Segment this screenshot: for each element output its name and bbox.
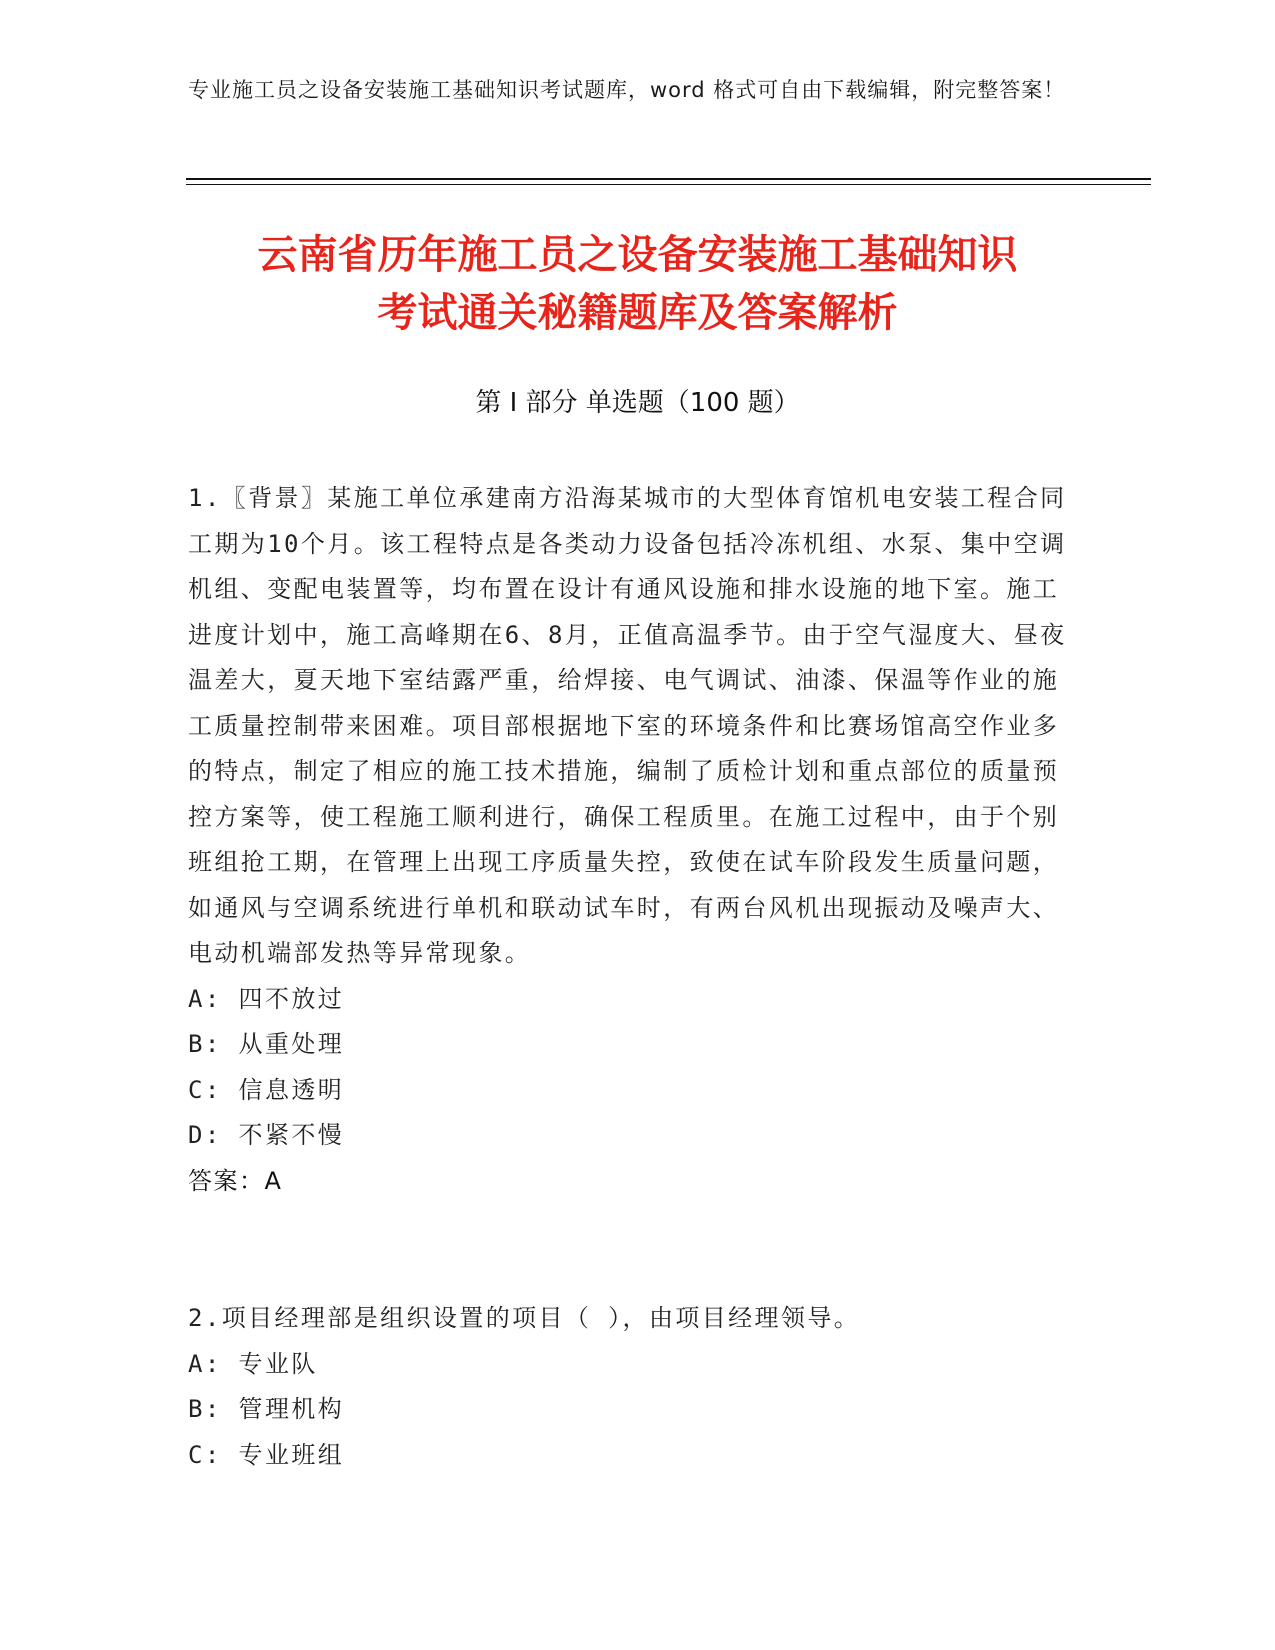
option-a: A: 四不放过 — [188, 984, 345, 1013]
option-d: D: 不紧不慢 — [188, 1121, 345, 1149]
question-2 — [188, 1296, 1068, 1478]
document-title-line-1: 云南省历年施工员之设备安装施工基础知识 — [257, 232, 1018, 278]
header-divider-thick — [186, 178, 1151, 180]
header-note: 专业施工员之设备安装施工基础知识考试题库，word 格式可自由下载编辑，附完整答案！ — [188, 78, 1066, 102]
header-divider-thin — [186, 184, 1151, 185]
question-1 — [188, 476, 1068, 1204]
option-b: B: 从重处理 — [188, 1030, 345, 1058]
option-c: C: 信息透明 — [188, 1075, 345, 1104]
option-b: B: 管理机构 — [188, 1395, 345, 1423]
question-text: 1.〖背景〗某施工单位承建南方沿海某城市的大型体育馆机电安装工程合同工期为10个月。该工程特点是各类动力设备包括冷冻机组、水泵、集中空调机组、变配电装置等，均布置在设计有通风设施和排水设施的地下室。施工进度计划中，施工高峰期在6、8月，正值高温季节。由于空气湿度大、昼夜温差大，夏天地下室结露严重，给焊接、电气调试、油漆、保温等作业的施工质量控制带来困难。项目部根据地下室的环境条件和比赛场馆高空作业多的特点，制定了相应的施工技术措施，编制了质检计划和重点部位的质量预控方案等，使工程施工顺利进行，确保工程质里。在施工过程中，由于个别班组抢工期，在管理上出现工序质量失控，致使在试车阶段发生质量问题，如通风与空调系统进行单机和联动试车时，有两台风机出现振动及噪声大、电动机端部发热等异常现象。 — [188, 484, 1067, 967]
option-c: C: 专业班组 — [188, 1440, 345, 1469]
document-title-line-2: 考试通关秘籍题库及答案解析 — [377, 290, 898, 336]
answer-line: 答案：A — [188, 1166, 283, 1195]
option-a: A: 专业队 — [188, 1349, 318, 1378]
document-title — [0, 226, 1275, 342]
section-heading: 第 I 部分 单选题（100 题） — [475, 388, 800, 418]
question-text: 2.项目经理部是组织设置的项目（ ），由项目经理领导。 — [188, 1304, 861, 1332]
